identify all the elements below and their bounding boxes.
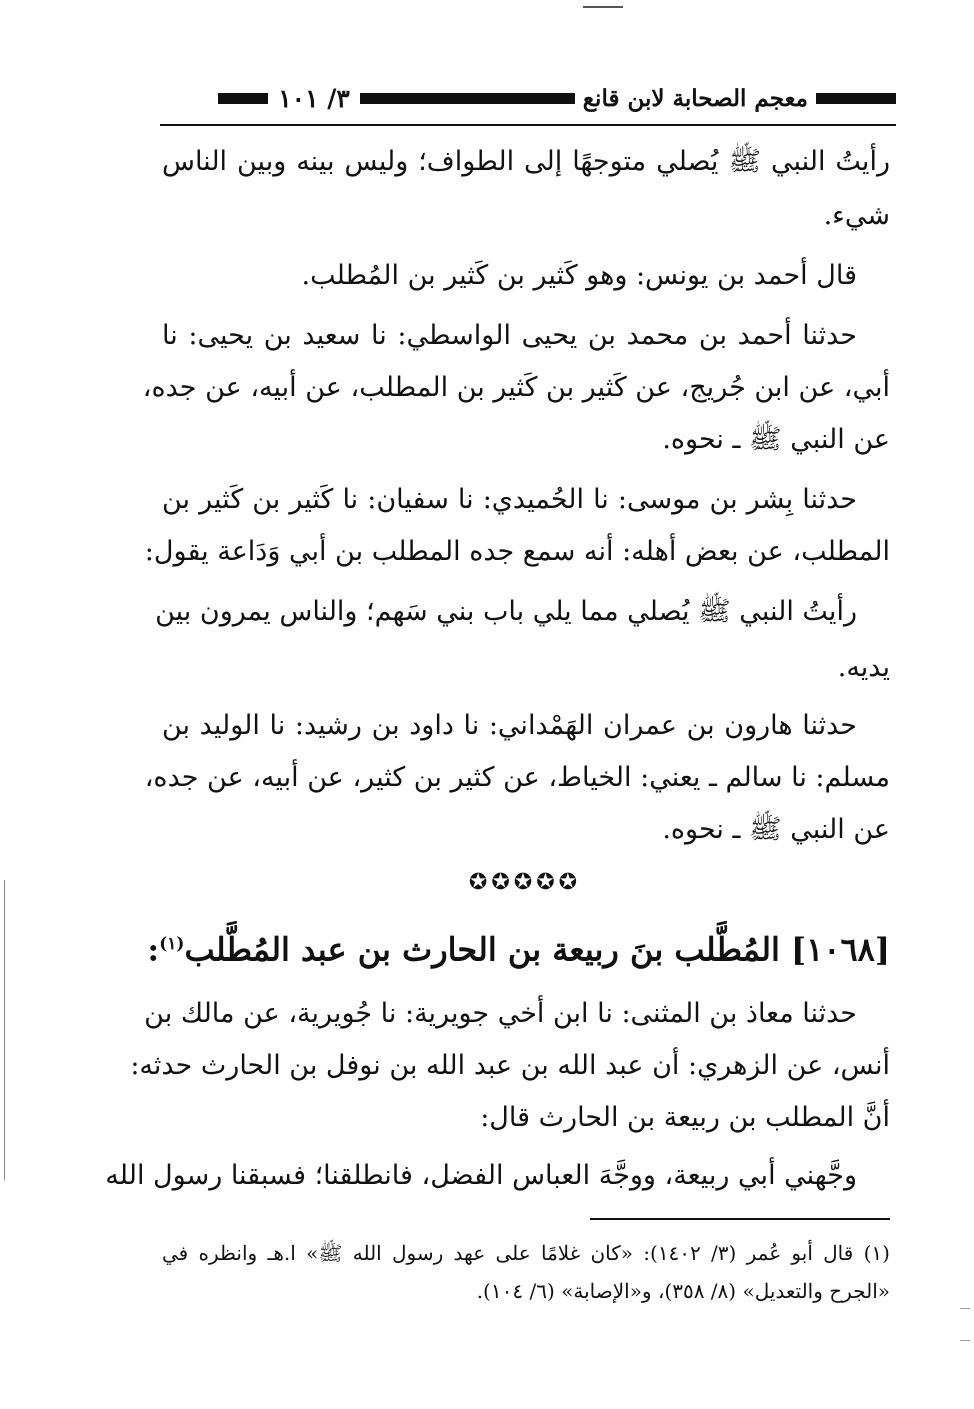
entry-title-colon: :: [147, 930, 160, 969]
body-line: رأيتُ النبي ﷺ يُصلي متوجهًا إلى الطواف؛ وليس بينه وبين الناس: [162, 146, 890, 177]
body-line: عن النبي ﷺ ـ نحوه.: [662, 814, 890, 845]
body-line: قال أحمد بن يونس: وهو كَثير بن كَثير بن المُطلب.: [301, 260, 857, 291]
header-bar-middle: [360, 93, 575, 104]
body-line: حدثنا أحمد بن محمد بن يحيى الواسطي: نا سعيد بن يحيى: نا: [162, 320, 857, 351]
body-line: حدثنا بِشر بن موسى: نا الحُميدي: نا سفيان: نا كَثير بن كَثير بن: [162, 484, 857, 515]
header-bar-left: [218, 93, 268, 104]
scan-mark: [583, 6, 623, 8]
body-line: عن النبي ﷺ ـ نحوه.: [662, 424, 890, 455]
footnote-line: (١) قال أبو عُمر (٣/ ١٤٠٢): «كان غلامًا على عهد رسول الله ﷺ» ا.هـ وانظره في: [162, 1241, 890, 1265]
body-line: مسلم: نا سالم ـ يعني: الخياط، عن كثير بن كثير، عن أبيه، عن جده،: [144, 762, 890, 793]
entry-line: حدثنا معاذ بن المثنى: نا ابن أخي جويرية: نا جُويرية، عن مالك بن: [144, 998, 857, 1029]
body-line: المطلب، عن بعض أهله: أنه سمع جده المطلب بن أبي وَدَاعة يقول:: [144, 536, 890, 567]
section-separator: ✪✪✪✪✪: [468, 870, 582, 895]
running-header: [160, 78, 896, 118]
footnote-line: «الجرح والتعديل» (٨/ ٣٥٨)، و«الإصابة» (٦/ ١٠٤).: [476, 1279, 890, 1303]
scan-tick: [960, 1340, 970, 1341]
body-line: حدثنا هارون بن عمران الهَمْداني: نا داود بن رشيد: نا الوليد بن: [162, 710, 857, 741]
footnote-ref: (١): [159, 934, 185, 954]
header-rule: [160, 124, 896, 126]
entry-title-text: [١٠٦٨] المُطَّلب بنَ ربيعة بن الحارث بن عبد المُطَّلب: [184, 930, 890, 969]
scan-margin-line: [4, 880, 5, 1180]
entry-line: أنَّ المطلب بن ربيعة بن الحارث قال:: [480, 1102, 890, 1133]
header-bar-right: [816, 93, 896, 104]
entry-heading: [147, 922, 890, 972]
body-line: رأيتُ النبي ﷺ يُصلي مما يلي باب بني سَهم؛ والناس يمرون بين: [155, 596, 857, 627]
entry-line: وجَّهني أبي ربيعة، ووجَّهَ العباس الفضل، فانطلقنا؛ فسبقنا رسول الله: [105, 1160, 857, 1191]
body-line: أبي، عن ابن جُريج، عن كَثير بن كَثير بن المطلب، عن أبيه، عن جده،: [142, 372, 890, 403]
book-title: معجم الصحابة لابن قانع: [582, 84, 808, 112]
footnote-rule: [590, 1218, 890, 1220]
body-line: شيء.: [823, 200, 890, 231]
body-line: يديه.: [837, 652, 890, 683]
page-number: ٣/ ١٠١: [278, 83, 350, 113]
scan-tick: [960, 1308, 970, 1309]
entry-line: أنس، عن الزهري: أن عبد الله بن عبد الله بن نوفل بن الحارث حدثه:: [130, 1050, 890, 1081]
